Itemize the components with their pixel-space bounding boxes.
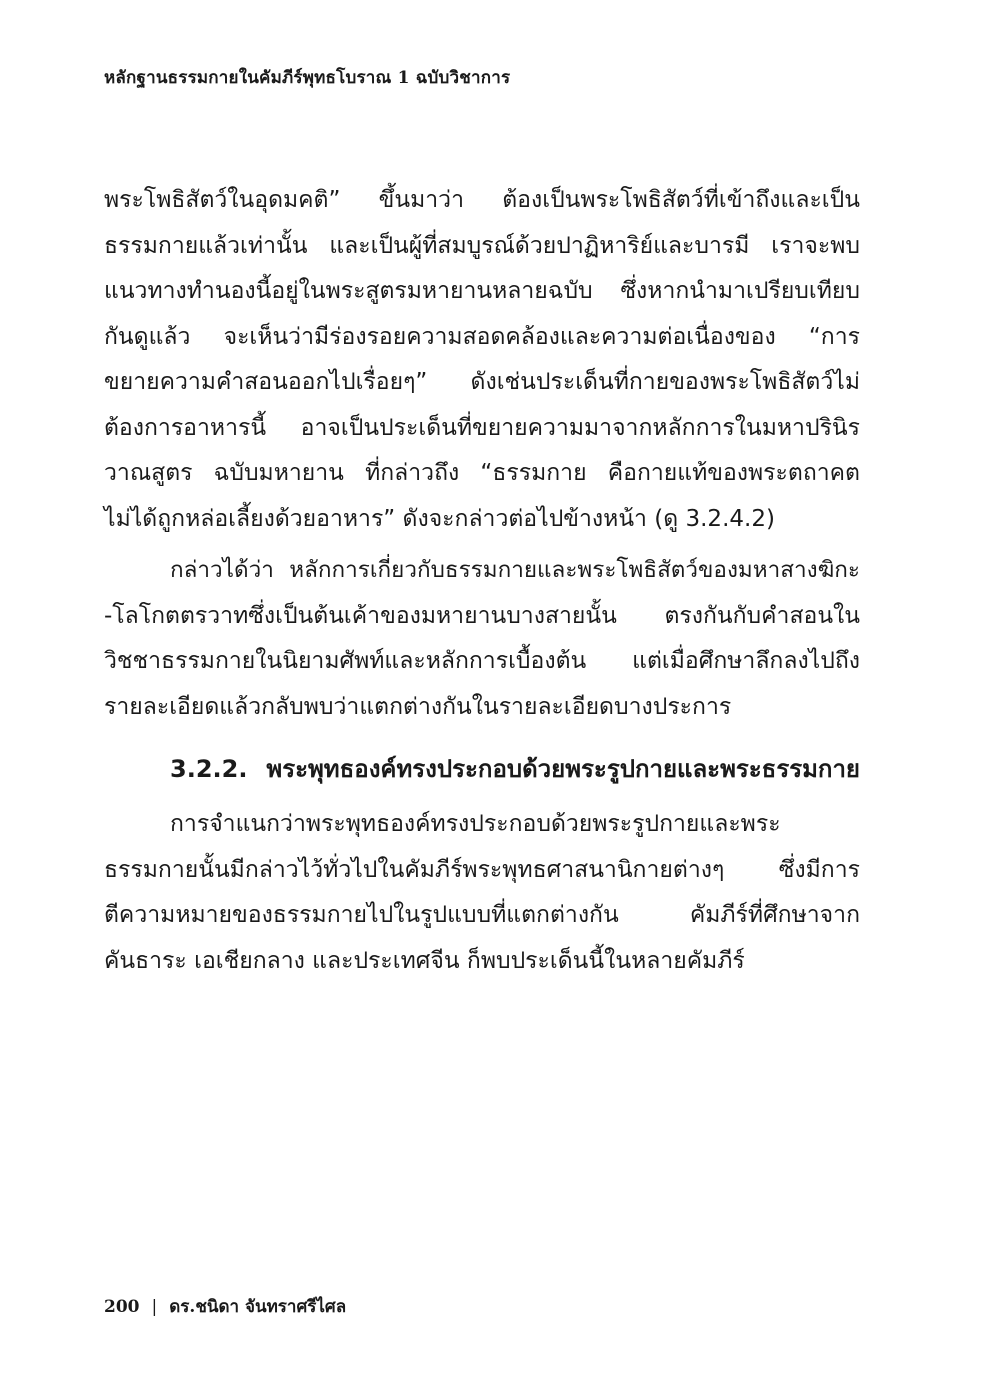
paragraph-line: ธรรมกายแล้วเท่านั้น และเป็นผู้ที่สมบูรณ์ด้วยปาฏิหาริย์และบารมี เราจะพบ — [104, 232, 860, 259]
page-number: 200 — [104, 1297, 140, 1317]
paragraph-1 — [104, 178, 860, 542]
paragraph-line: กล่าวได้ว่า หลักการเกี่ยวกับธรรมกายและพระโพธิสัตว์ของมหาสางฆิกะ — [170, 557, 860, 583]
paragraph-line: วิชชาธรรมกายในนิยามศัพท์และหลักการเบื้องต้น แต่เมื่อศึกษาลึกลงไปถึง — [104, 648, 860, 674]
paragraph-line: ขยายความคำสอนออกไปเรื่อยๆ” ดังเช่นประเด็นที่กายของพระโพธิสัตว์ไม่ — [104, 369, 860, 395]
footer-separator: | — [151, 1297, 158, 1317]
running-header-title: หลักฐานธรรมกายในคัมภีร์พุทธโบราณ 1 ฉบับวิชาการ — [104, 68, 511, 88]
footer-author: ดร.ชนิดา จันทราศรีไศล — [169, 1297, 347, 1317]
paragraph-line: ไม่ได้ถูกหล่อเลี้ยงด้วยอาหาร” ดังจะกล่าวต่อไปข้างหน้า (ดู 3.2.4.2) — [104, 505, 775, 532]
paragraph-line: ตีความหมายของธรรมกายไปในรูปแบบที่แตกต่างกัน คัมภีร์ที่ศึกษาจาก — [104, 902, 860, 928]
paragraph-line: -โลโกตตรวาทซึ่งเป็นต้นเค้าของมหายานบางสายนั้น ตรงกันกับคำสอนใน — [104, 602, 860, 629]
paragraph-3 — [104, 802, 860, 984]
paragraph-line: รายละเอียดแล้วกลับพบว่าแตกต่างกันในรายละเอียดบางประการ — [104, 693, 732, 720]
paragraph-line: พระโพธิสัตว์ในอุดมคติ” ขึ้นมาว่า ต้องเป็นพระโพธิสัตว์ที่เข้าถึงและเป็น — [104, 187, 860, 213]
paragraph-line: ต้องการอาหารนี้ อาจเป็นประเด็นที่ขยายความมาจากหลักการในมหาปรินิร — [104, 414, 860, 441]
paragraph-2 — [104, 548, 860, 730]
paragraph-line: การจำแนกว่าพระพุทธองค์ทรงประกอบด้วยพระรูปกายและพระ — [170, 811, 781, 837]
paragraph-line: กันดูแล้ว จะเห็นว่ามีร่องรอยความสอดคล้องและความต่อเนื่องของ “การ — [104, 323, 860, 350]
section-heading: 3.2.2. พระพุทธองค์ทรงประกอบด้วยพระรูปกายและพระธรรมกาย — [170, 755, 860, 783]
paragraph-line: วาณสูตร ฉบับมหายาน ที่กล่าวถึง “ธรรมกาย คือกายแท้ของพระตถาคต — [104, 460, 860, 486]
page-footer — [104, 1293, 346, 1320]
paragraph-line: ธรรมกายนั้นมีกล่าวไว้ทั่วไปในคัมภีร์พระพุทธศาสนานิกายต่างๆ ซึ่งมีการ — [104, 856, 860, 883]
paragraph-line: คันธาระ เอเชียกลาง และประเทศจีน ก็พบประเด็นนี้ในหลายคัมภีร์ — [104, 947, 745, 974]
paragraph-line: แนวทางทำนองนี้อยู่ในพระสูตรมหายานหลายฉบับ ซึ่งหากนำมาเปรียบเทียบ — [104, 278, 860, 304]
body-text — [104, 178, 860, 984]
